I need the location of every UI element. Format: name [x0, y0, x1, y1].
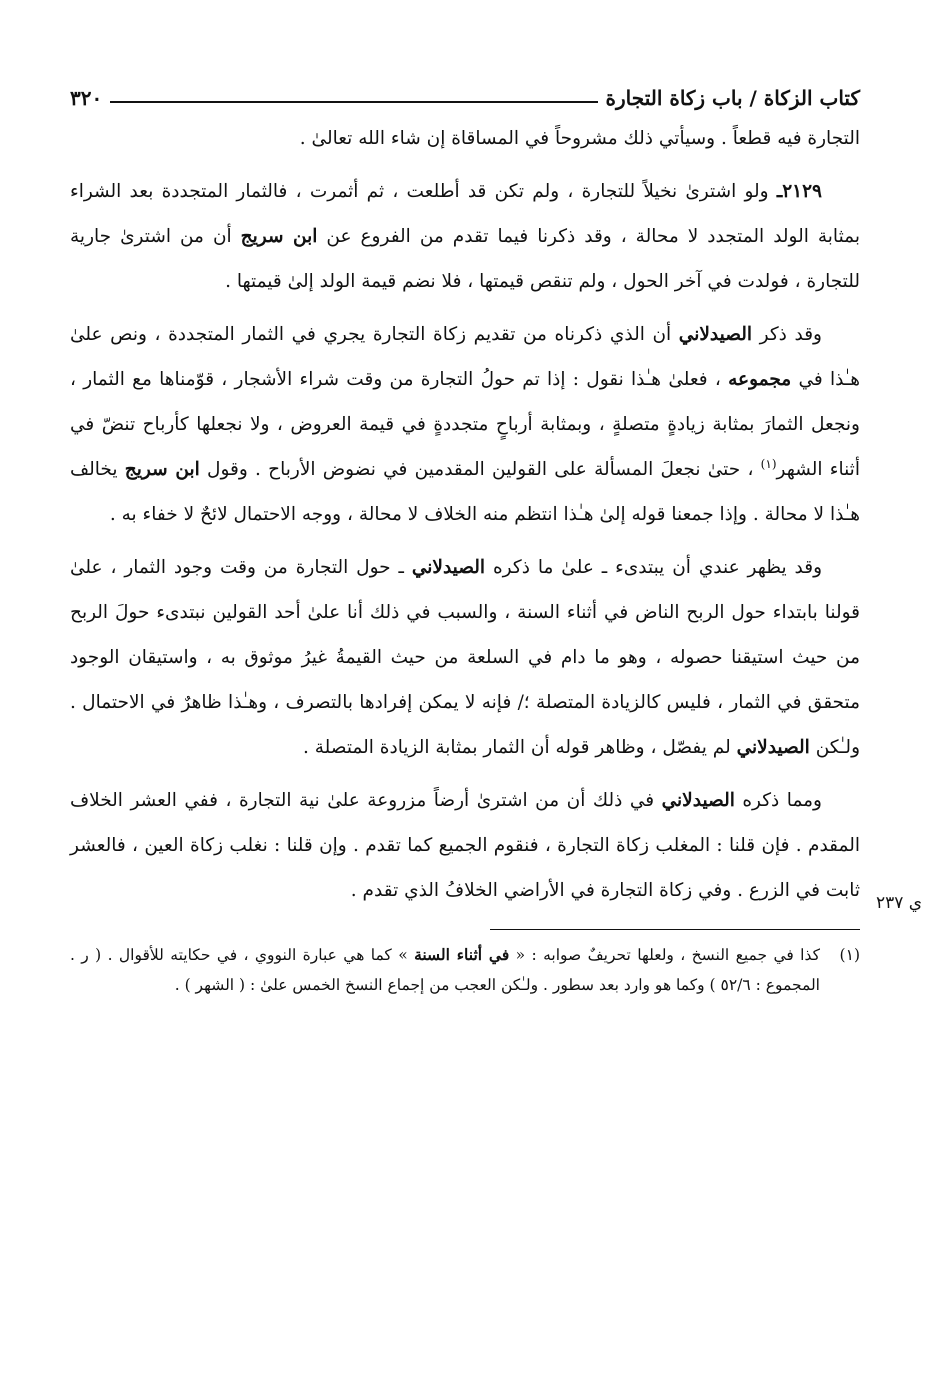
main-text: [70, 116, 860, 913]
paragraph-continuation: [70, 116, 860, 161]
paragraph: [70, 778, 860, 913]
paragraph: [70, 545, 860, 770]
footnote-quote: في أثناء السنة: [414, 945, 510, 964]
paragraph-text: ، فعلىٰ هـٰذا نقول : إذا تم حولُ التجارة من وقت شراء الأشجار ، قوّمناها مع الثمار ، ونجعل الثمارَ بمثابة زيادةٍ متصلةٍ ، وبمثابة أرباحٍ متجددةٍ في قيمة العروض ، ولا نجعلها كأرباح تنضّ في أثناء الشهر: [70, 369, 860, 480]
paragraph-text: ومما ذكره: [734, 790, 822, 811]
footnote-text-part: كذا في جميع النسخ ، ولعلها تحريفٌ صوابه : «: [509, 946, 820, 964]
header-rule: [110, 101, 597, 103]
paragraph-text: التجارة فيه قطعاً . وسيأتي ذلك مشروحاً في المساقاة إن شاء الله تعالىٰ .: [299, 128, 860, 149]
issue-number: ٢١٢٩ـ: [776, 181, 822, 202]
paragraph: [70, 312, 860, 537]
paragraph-text: ـ حول التجارة من وقت وجود الثمار ، علىٰ قولنا بابتداء حول الربح الناض في أثناء السنة ، والسبب في ذلك أنا علىٰ أحد القولين نبتدىء حولَ الربح من حيث استيقنا حصوله ، وهو ما دام في السلعة من حيث القيمةُ غيرُ موثوق به ، واستيقان الوجود متحقق في الثمار ، فليس كالزيادة المتصلة ؛/ فإنه لا يمكن إفرادها بالتصرف ، وهـٰذا ظاهرٌ في الاحتمال . ولـٰكن: [70, 557, 860, 758]
scholar-name: ابن سريج: [124, 459, 200, 480]
paragraph-text: لم يفصّل ، وظاهر قوله أن الثمار بمثابة الزيادة المتصلة .: [303, 737, 737, 758]
scholar-name: الصيدلاني: [411, 557, 486, 578]
running-title: كتاب الزكاة / باب زكاة التجارة: [605, 86, 860, 110]
page-number: ٣٢٠: [70, 86, 103, 110]
paragraph-text: يخالف هـٰذا لا محالة . وإذا جمعنا قوله إلىٰ هـٰذا انتظم منه الخلاف لا محالة ، ووجه الاحتمال لائحٌ لا خفاء به .: [70, 459, 860, 525]
footnote-number: (١): [839, 946, 860, 964]
issue-paragraph: [70, 169, 860, 304]
page: [70, 80, 860, 1000]
paragraph-text: وقد يظهر عندي أن يبتدىء ـ علىٰ ما ذكره: [485, 557, 822, 578]
footnote-reference: (١): [760, 456, 777, 471]
scholar-name: الصيدلاني: [678, 324, 753, 345]
footnote: [70, 940, 860, 1000]
paragraph-text: ، حتىٰ نجعلَ المسألة على القولين المقدمين في نضوض الأرباح . وقول: [199, 459, 761, 480]
paragraph-text: في ذلك أن من اشترىٰ أرضاً مزروعة علىٰ نية التجارة ، ففي العشر الخلاف المقدم . فإن قلنا : المغلب زكاة التجارة ، فنقوم الجميع كما تقدم . وإن قلنا : نغلب زكاة العين ، فالعشر ثابت في الزرع . وفي زكاة التجارة في الأراضي الخلافُ الذي تقدم .: [70, 790, 860, 901]
scholar-name: الصيدلاني: [736, 737, 810, 758]
running-header: [70, 80, 860, 110]
footnote-text-part: » كما هي عبارة النووي ، في حكايته للأقوال . ( ر . المجموع : ٥٢/٦ ) وكما هو وارد بعد سطور . ولـٰكن العجب من إجماع النسخ الخمس علىٰ : ( الشهر ) .: [70, 946, 820, 994]
book-name: مجموعه: [728, 369, 792, 390]
scholar-name: ابن سريج: [240, 226, 318, 247]
scholar-name: الصيدلاني: [661, 790, 735, 811]
paragraph-text: وقد ذكر: [752, 324, 822, 345]
footnote-separator: [490, 929, 860, 930]
paragraph-text: ولو اشترىٰ نخيلاً للتجارة ، ولم تكن قد أطلعت ، ثم أثمرت ، فالثمار المتجددة بعد الشراء بمثابة الولد المتجدد لا محالة ، وقد ذكرنا فيما تقدم من الفروع عن: [70, 181, 860, 247]
manuscript-folio-reference: ي ٢٣٧: [876, 893, 923, 913]
footnote-text: [70, 940, 820, 1000]
paragraph-text: أن من اشترىٰ جارية للتجارة ، فولدت في آخر الحول ، ولم تنقص قيمتها ، فلا نضم قيمة الولد إلىٰ قيمتها .: [70, 226, 860, 292]
paragraph-text: أن الذي ذكرناه من تقديم زكاة التجارة يجري في الثمار المتجددة ، ونص علىٰ هـٰذا في: [70, 324, 860, 390]
